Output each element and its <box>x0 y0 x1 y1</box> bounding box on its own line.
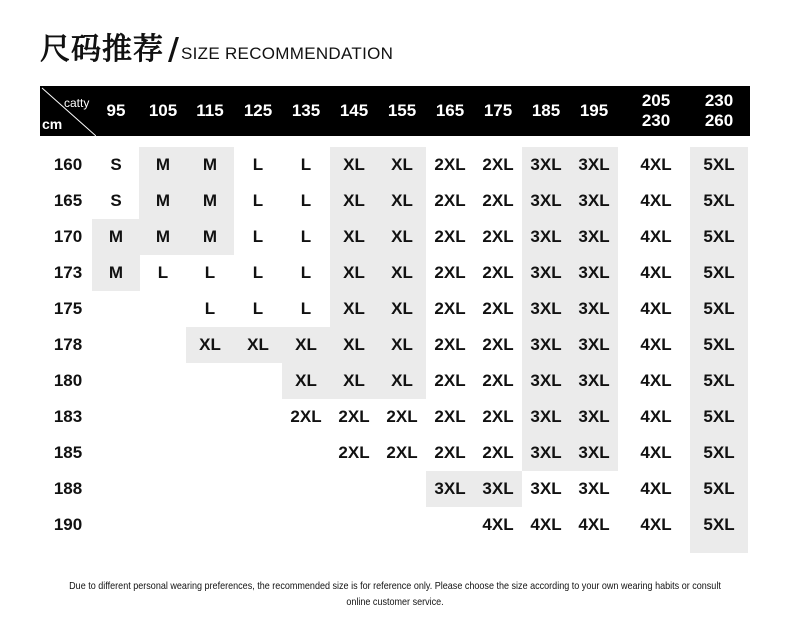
size-cell: 4XL <box>640 299 672 318</box>
size-cell: 5XL <box>703 479 735 498</box>
size-cell: XL <box>391 335 413 354</box>
size-cell: 5XL <box>703 263 735 282</box>
weight-range-part: 260 <box>704 111 734 130</box>
size-cell: 3XL <box>482 479 514 498</box>
height-row-label: 175 <box>53 299 83 318</box>
size-cell: L <box>204 263 216 282</box>
size-cell: 2XL <box>482 263 514 282</box>
size-cell: 3XL <box>530 407 562 426</box>
height-row-label: 180 <box>53 371 83 390</box>
size-cell: 4XL <box>530 515 562 534</box>
size-cell: 4XL <box>640 191 672 210</box>
size-cell: L <box>300 299 312 318</box>
height-row-label: 170 <box>53 227 83 246</box>
height-row-label: 183 <box>53 407 83 426</box>
size-cell: 3XL <box>578 371 610 390</box>
weight-column-header: 145 <box>339 101 369 121</box>
size-cell: L <box>204 299 216 318</box>
size-cell: 4XL <box>640 155 672 174</box>
weight-column-header: 135 <box>291 101 321 121</box>
height-row-label: 190 <box>53 515 83 534</box>
weight-column-header: 185 <box>531 101 561 121</box>
size-cell: XL <box>343 227 365 246</box>
size-cell: 3XL <box>530 299 562 318</box>
size-cell: 5XL <box>703 371 735 390</box>
size-cell: 4XL <box>482 515 514 534</box>
weight-column-header <box>689 86 749 136</box>
weight-column-header: 105 <box>148 101 178 121</box>
size-cell: 2XL <box>482 299 514 318</box>
size-cell: 4XL <box>640 227 672 246</box>
size-cell: 2XL <box>434 191 466 210</box>
size-cell: L <box>252 263 264 282</box>
size-cell: 3XL <box>578 263 610 282</box>
weight-column-header: 165 <box>435 101 465 121</box>
size-cell: XL <box>391 155 413 174</box>
size-cell: 3XL <box>578 479 610 498</box>
corner-header-cell <box>40 86 96 136</box>
size-cell: 5XL <box>703 227 735 246</box>
size-cell: 3XL <box>530 371 562 390</box>
size-cell: 4XL <box>640 443 672 462</box>
size-cell: 2XL <box>482 227 514 246</box>
size-cell: M <box>155 227 171 246</box>
size-cell: 2XL <box>434 407 466 426</box>
weight-range-part: 230 <box>704 91 734 111</box>
size-cell: 2XL <box>482 407 514 426</box>
weight-range-part: 230 <box>641 111 671 130</box>
size-cell: 2XL <box>482 155 514 174</box>
size-cell: XL <box>391 371 413 390</box>
table-header-row <box>40 86 750 136</box>
size-cell: 2XL <box>482 371 514 390</box>
size-cell: 5XL <box>703 191 735 210</box>
size-cell: 4XL <box>640 263 672 282</box>
size-cell: 2XL <box>482 335 514 354</box>
size-cell: 3XL <box>530 191 562 210</box>
size-cell: XL <box>391 191 413 210</box>
size-cell: 3XL <box>578 335 610 354</box>
size-cell: L <box>252 155 264 174</box>
height-row-label: 173 <box>53 263 83 282</box>
title-chinese: 尺码推荐 <box>40 32 164 67</box>
weight-column-header: 95 <box>106 101 126 121</box>
size-cell: 3XL <box>578 191 610 210</box>
size-cell: XL <box>295 335 317 354</box>
size-cell: 3XL <box>578 443 610 462</box>
size-cell: M <box>155 155 171 174</box>
size-cell: XL <box>391 227 413 246</box>
size-cell: 4XL <box>640 335 672 354</box>
size-cell: 3XL <box>530 263 562 282</box>
size-cell: XL <box>343 335 365 354</box>
size-cell: 4XL <box>640 515 672 534</box>
weight-column-header: 195 <box>579 101 609 121</box>
weight-column-header: 125 <box>243 101 273 121</box>
size-cell: L <box>252 299 264 318</box>
size-cell: 3XL <box>530 335 562 354</box>
size-cell: 2XL <box>290 407 322 426</box>
size-cell: L <box>300 191 312 210</box>
size-cell: XL <box>199 335 221 354</box>
size-cell: 3XL <box>530 155 562 174</box>
size-cell: XL <box>343 371 365 390</box>
size-cell: 2XL <box>434 263 466 282</box>
height-row-label: 160 <box>53 155 83 174</box>
size-cell: 5XL <box>703 155 735 174</box>
size-cell: 2XL <box>434 299 466 318</box>
size-cell: S <box>110 191 122 210</box>
size-cell: L <box>300 263 312 282</box>
size-cell: XL <box>391 263 413 282</box>
title-english: SIZE RECOMMENDATION <box>180 44 394 63</box>
weight-column-header: 155 <box>387 101 417 121</box>
size-cell: 3XL <box>578 155 610 174</box>
size-cell: S <box>110 155 122 174</box>
size-cell: 2XL <box>434 155 466 174</box>
size-cell: M <box>155 191 171 210</box>
height-row-label: 185 <box>53 443 83 462</box>
title-separator: / <box>168 32 179 67</box>
weight-column-header: 175 <box>483 101 513 121</box>
size-cell: 4XL <box>640 371 672 390</box>
size-cell: M <box>108 227 124 246</box>
size-cell: 2XL <box>482 443 514 462</box>
size-cell: L <box>300 155 312 174</box>
height-row-label: 178 <box>53 335 83 354</box>
size-cell: M <box>202 155 218 174</box>
size-cell: 3XL <box>578 407 610 426</box>
size-cell: XL <box>343 191 365 210</box>
size-cell: 2XL <box>386 407 418 426</box>
size-cell: 2XL <box>434 443 466 462</box>
size-cell: 5XL <box>703 407 735 426</box>
size-cell: XL <box>247 335 269 354</box>
size-cell: M <box>202 227 218 246</box>
size-cell: XL <box>343 155 365 174</box>
size-cell: L <box>252 227 264 246</box>
footnote: Due to different personal wearing preferences, the recommended size is for reference only. Please choose the size according to your own wearing habits or consult online customer service. <box>69 580 721 608</box>
size-cell: 4XL <box>578 515 610 534</box>
size-cell: 5XL <box>703 335 735 354</box>
size-cell: 2XL <box>434 335 466 354</box>
size-cell: XL <box>343 263 365 282</box>
size-cell: 5XL <box>703 443 735 462</box>
size-cell: 2XL <box>338 443 370 462</box>
page-title <box>40 24 394 67</box>
size-cell: 3XL <box>530 479 562 498</box>
size-cell: M <box>108 263 124 282</box>
size-cell: 2XL <box>434 371 466 390</box>
size-cell: 3XL <box>578 227 610 246</box>
size-cell: 3XL <box>578 299 610 318</box>
weight-unit-label: catty <box>64 96 90 110</box>
height-row-label: 165 <box>53 191 83 210</box>
height-row-label: 188 <box>53 479 83 498</box>
size-cell: 4XL <box>640 407 672 426</box>
size-cell: XL <box>391 299 413 318</box>
size-cell: XL <box>343 299 365 318</box>
size-chart-table <box>40 86 750 550</box>
size-cell: L <box>300 227 312 246</box>
size-cell: 5XL <box>703 515 735 534</box>
weight-range-part: 205 <box>641 91 671 111</box>
size-cell: 2XL <box>338 407 370 426</box>
size-cell: L <box>157 263 169 282</box>
size-cell: 3XL <box>530 443 562 462</box>
weight-column-header <box>626 86 686 136</box>
size-cell: 2XL <box>482 191 514 210</box>
size-cell: 3XL <box>530 227 562 246</box>
size-cell: L <box>252 191 264 210</box>
size-cell: 5XL <box>703 299 735 318</box>
size-cell: 2XL <box>434 227 466 246</box>
size-cell: XL <box>295 371 317 390</box>
size-cell: 4XL <box>640 479 672 498</box>
size-cell: 2XL <box>386 443 418 462</box>
height-unit-label: cm <box>42 116 63 132</box>
size-cell: 3XL <box>434 479 466 498</box>
size-cell: M <box>202 191 218 210</box>
weight-column-header: 115 <box>196 101 224 121</box>
